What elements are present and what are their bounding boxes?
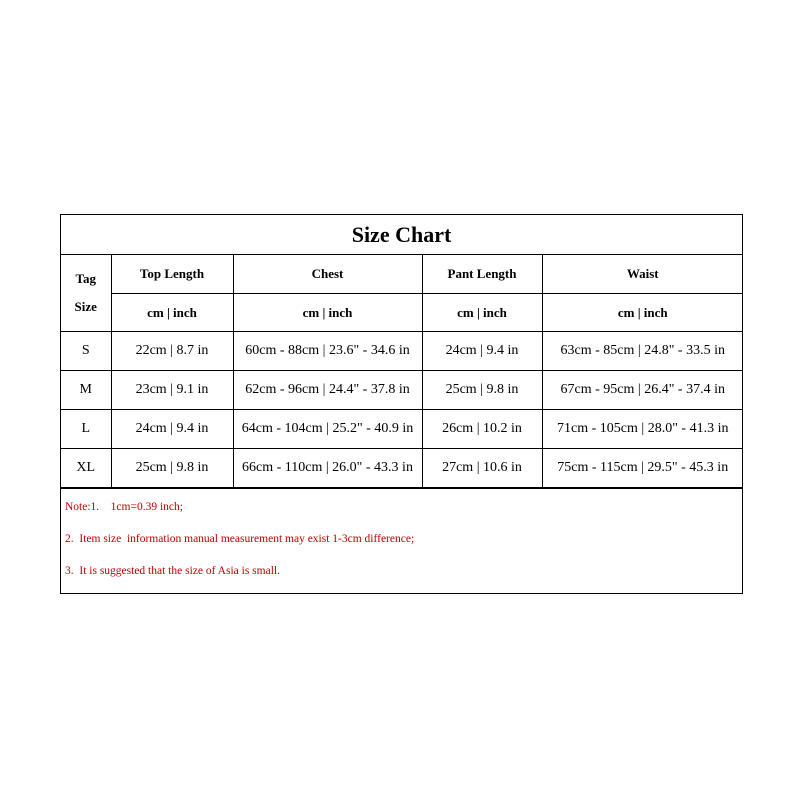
top-length-cell: 24cm | 9.4 in [111,410,233,449]
waist-cell: 67cm - 95cm | 26.4" - 37.4 in [542,371,743,410]
size-cell: L [61,410,111,449]
note-asia-size: 3. It is suggested that the size of Asia is small. [65,565,280,577]
size-cell: S [61,332,111,371]
column-header-top-length: Top Length [111,255,233,294]
size-chart [60,214,743,594]
table-row [61,371,743,410]
column-header-chest: Chest [233,255,422,294]
unit-top-length: cm | inch [111,294,233,332]
top-length-cell: 25cm | 9.8 in [111,449,233,488]
unit-chest: cm | inch [233,294,422,332]
column-header-pant-length: Pant Length [422,255,542,294]
chest-cell: 62cm - 96cm | 24.4" - 37.8 in [233,371,422,410]
chest-cell: 60cm - 88cm | 23.6" - 34.6 in [233,332,422,371]
size-label: Size [74,299,97,314]
table-row [61,449,743,488]
column-header-waist: Waist [542,255,743,294]
pant-length-cell: 27cm | 10.6 in [422,449,542,488]
note-measurement-difference: 2. Item size information manual measurement may exist 1-3cm difference; [65,533,415,545]
top-length-cell: 22cm | 8.7 in [111,332,233,371]
chest-cell: 64cm - 104cm | 25.2" - 40.9 in [233,410,422,449]
waist-cell: 75cm - 115cm | 29.5" - 45.3 in [542,449,743,488]
table-row [61,332,743,371]
top-length-cell: 23cm | 9.1 in [111,371,233,410]
notes-section [61,488,742,587]
note-conversion: Note:1. 1cm=0.39 inch; [65,501,183,513]
pant-length-cell: 24cm | 9.4 in [422,332,542,371]
waist-cell: 71cm - 105cm | 28.0" - 41.3 in [542,410,743,449]
waist-cell: 63cm - 85cm | 24.8" - 33.5 in [542,332,743,371]
unit-row [61,294,743,332]
unit-pant-length: cm | inch [422,294,542,332]
pant-length-cell: 26cm | 10.2 in [422,410,542,449]
size-table [61,255,743,488]
unit-waist: cm | inch [542,294,743,332]
tag-label: Tag [75,271,96,286]
size-cell: XL [61,449,111,488]
tag-size-header [61,255,111,332]
table-row [61,410,743,449]
header-row [61,255,743,294]
chest-cell: 66cm - 110cm | 26.0" - 43.3 in [233,449,422,488]
size-cell: M [61,371,111,410]
pant-length-cell: 25cm | 9.8 in [422,371,542,410]
chart-title: Size Chart [61,215,742,255]
